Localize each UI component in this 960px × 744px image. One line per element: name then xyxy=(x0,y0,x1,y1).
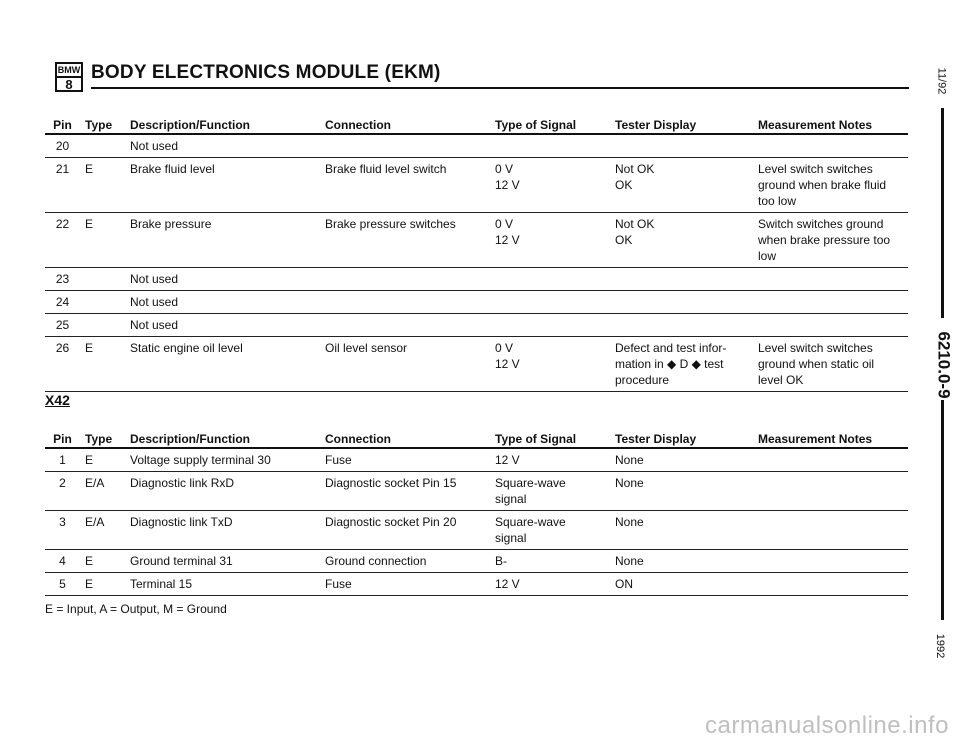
table-row xyxy=(45,314,908,337)
cell-type: E xyxy=(85,554,94,568)
cell-pin: 5 xyxy=(59,577,66,591)
logo-brand: BMW xyxy=(57,64,81,78)
cell-line: OK xyxy=(615,178,633,192)
cell-type: E/A xyxy=(85,476,105,490)
cell-line: 0 V xyxy=(495,162,514,176)
cell-line: Diagnostic link TxD xyxy=(130,515,233,529)
cell-description xyxy=(130,452,325,468)
cell-connection xyxy=(325,576,495,592)
cell-line: Brake fluid level switch xyxy=(325,162,447,176)
cell-line: level OK xyxy=(758,373,804,387)
table-row xyxy=(45,135,908,158)
side-bar-bottom xyxy=(941,400,944,620)
title-divider xyxy=(91,87,909,89)
pin-table-x42 xyxy=(45,431,908,596)
column-header-measurement-notes: Measurement Notes xyxy=(758,432,873,446)
cell-line: 0 V xyxy=(495,217,514,231)
logo-model: 8 xyxy=(65,77,73,92)
cell-type: E xyxy=(85,577,94,591)
cell-line: Brake fluid level xyxy=(130,162,215,176)
cell-line: Not used xyxy=(130,295,179,309)
cell-description xyxy=(130,317,325,333)
cell-description xyxy=(130,340,325,356)
cell-pin: 3 xyxy=(59,515,66,529)
column-header-pin: Pin xyxy=(53,118,72,132)
cell-line: low xyxy=(758,249,777,263)
cell-measurement-notes xyxy=(758,161,908,209)
table-header xyxy=(45,117,908,135)
cell-pin: 21 xyxy=(55,162,70,176)
cell-line: OK xyxy=(615,233,633,247)
table-header xyxy=(45,431,908,449)
cell-description xyxy=(130,576,325,592)
cell-connection xyxy=(325,161,495,177)
cell-description xyxy=(130,553,325,569)
column-header-type: Type xyxy=(85,118,113,132)
cell-type: E xyxy=(85,341,94,355)
bmw-logo-icon xyxy=(55,62,83,92)
cell-connection xyxy=(325,475,495,491)
cell-signal xyxy=(495,216,605,248)
cell-line: 12 V xyxy=(495,178,520,192)
watermark: carmanualsonline.info xyxy=(705,712,949,739)
cell-line: ground when static oil xyxy=(758,357,875,371)
cell-line: 12 V xyxy=(495,577,520,591)
cell-line: Defect and test infor- xyxy=(615,341,727,355)
table-row xyxy=(45,511,908,550)
cell-line: Fuse xyxy=(325,453,352,467)
cell-line: Voltage supply terminal 30 xyxy=(130,453,271,467)
table-row xyxy=(45,472,908,511)
cell-description xyxy=(130,161,325,177)
section-title-x42: X42 xyxy=(45,392,70,408)
cell-line: Not used xyxy=(130,139,179,153)
column-header-tester-display: Tester Display xyxy=(615,118,697,132)
cell-pin: 25 xyxy=(55,318,70,332)
pin-table-ekm xyxy=(45,117,908,392)
cell-type: E/A xyxy=(85,515,105,529)
table-row xyxy=(45,550,908,573)
column-header-description: Description/Function xyxy=(130,432,250,446)
cell-line: None xyxy=(615,515,644,529)
cell-line: Square-wave xyxy=(495,476,566,490)
side-page-code: 6210.0-9 xyxy=(934,331,954,399)
cell-tester-display xyxy=(615,576,755,592)
cell-signal xyxy=(495,475,605,507)
cell-line: B- xyxy=(495,554,507,568)
column-header-type: Type xyxy=(85,432,113,446)
cell-description xyxy=(130,475,325,491)
cell-pin: 24 xyxy=(55,295,70,309)
cell-line: Ground terminal 31 xyxy=(130,554,233,568)
cell-tester-display xyxy=(615,216,755,248)
cell-pin: 1 xyxy=(59,453,66,467)
cell-line: Diagnostic link RxD xyxy=(130,476,235,490)
cell-pin: 22 xyxy=(55,217,70,231)
cell-signal xyxy=(495,576,605,592)
cell-line: Switch switches ground xyxy=(758,217,884,231)
table-row xyxy=(45,268,908,291)
cell-line: None xyxy=(615,476,644,490)
cell-tester-display xyxy=(615,475,755,491)
cell-description xyxy=(130,294,325,310)
cell-pin: 2 xyxy=(59,476,66,490)
cell-line: 12 V xyxy=(495,233,520,247)
cell-line: too low xyxy=(758,194,797,208)
cell-line: Oil level sensor xyxy=(325,341,408,355)
table-row xyxy=(45,337,908,392)
cell-line: signal xyxy=(495,531,527,545)
cell-line: signal xyxy=(495,492,527,506)
cell-line: 0 V xyxy=(495,341,514,355)
column-header-tester-display: Tester Display xyxy=(615,432,697,446)
cell-signal xyxy=(495,452,605,468)
column-header-connection: Connection xyxy=(325,432,391,446)
cell-signal xyxy=(495,161,605,193)
cell-pin: 23 xyxy=(55,272,70,286)
table-row xyxy=(45,449,908,472)
cell-line: Brake pressure xyxy=(130,217,212,231)
side-bar-top xyxy=(941,108,944,318)
cell-pin: 4 xyxy=(59,554,66,568)
cell-tester-display xyxy=(615,452,755,468)
cell-line: Not OK xyxy=(615,162,655,176)
cell-description xyxy=(130,216,325,232)
cell-pin: 20 xyxy=(55,139,70,153)
cell-line: Ground connection xyxy=(325,554,427,568)
cell-connection xyxy=(325,553,495,569)
side-date: 11/92 xyxy=(935,67,948,95)
cell-pin: 26 xyxy=(55,341,70,355)
cell-line: Level switch switches xyxy=(758,162,873,176)
cell-line: Static engine oil level xyxy=(130,341,243,355)
cell-description xyxy=(130,138,325,154)
cell-line: ground when brake fluid xyxy=(758,178,887,192)
cell-type: E xyxy=(85,162,94,176)
cell-line: ON xyxy=(615,577,633,591)
cell-tester-display xyxy=(615,514,755,530)
column-header-description: Description/Function xyxy=(130,118,250,132)
cell-line: None xyxy=(615,554,644,568)
legend-footer: E = Input, A = Output, M = Ground xyxy=(45,602,227,616)
cell-line: 12 V xyxy=(495,357,520,371)
cell-line: Brake pressure switches xyxy=(325,217,456,231)
cell-line: procedure xyxy=(615,373,670,387)
cell-tester-display xyxy=(615,553,755,569)
cell-description xyxy=(130,271,325,287)
table-row xyxy=(45,573,908,596)
column-header-connection: Connection xyxy=(325,118,391,132)
cell-connection xyxy=(325,452,495,468)
cell-type: E xyxy=(85,217,94,231)
cell-line: Level switch switches xyxy=(758,341,873,355)
page-title: BODY ELECTRONICS MODULE (EKM) xyxy=(91,62,441,83)
cell-line: Diagnostic socket Pin 15 xyxy=(325,476,457,490)
cell-type: E xyxy=(85,453,94,467)
cell-signal xyxy=(495,514,605,546)
cell-line: Terminal 15 xyxy=(130,577,193,591)
cell-line: Square-wave xyxy=(495,515,566,529)
cell-measurement-notes xyxy=(758,340,908,388)
table-row xyxy=(45,213,908,268)
cell-signal xyxy=(495,553,605,569)
cell-tester-display xyxy=(615,340,755,388)
cell-line: Not OK xyxy=(615,217,655,231)
column-header-signal: Type of Signal xyxy=(495,118,577,132)
cell-tester-display xyxy=(615,161,755,193)
column-header-measurement-notes: Measurement Notes xyxy=(758,118,873,132)
cell-line: Not used xyxy=(130,318,179,332)
column-header-signal: Type of Signal xyxy=(495,432,577,446)
cell-connection xyxy=(325,340,495,356)
cell-line: Diagnostic socket Pin 20 xyxy=(325,515,457,529)
cell-line: mation in ◆ D ◆ test xyxy=(615,357,724,371)
cell-line: 12 V xyxy=(495,453,520,467)
table-row xyxy=(45,291,908,314)
cell-description xyxy=(130,514,325,530)
cell-line: when brake pressure too xyxy=(758,233,891,247)
cell-line: None xyxy=(615,453,644,467)
cell-connection xyxy=(325,216,495,232)
cell-connection xyxy=(325,514,495,530)
column-header-pin: Pin xyxy=(53,432,72,446)
cell-measurement-notes xyxy=(758,216,908,264)
side-year: 1992 xyxy=(934,633,947,659)
cell-line: Fuse xyxy=(325,577,352,591)
cell-line: Not used xyxy=(130,272,179,286)
table-row xyxy=(45,158,908,213)
cell-signal xyxy=(495,340,605,372)
